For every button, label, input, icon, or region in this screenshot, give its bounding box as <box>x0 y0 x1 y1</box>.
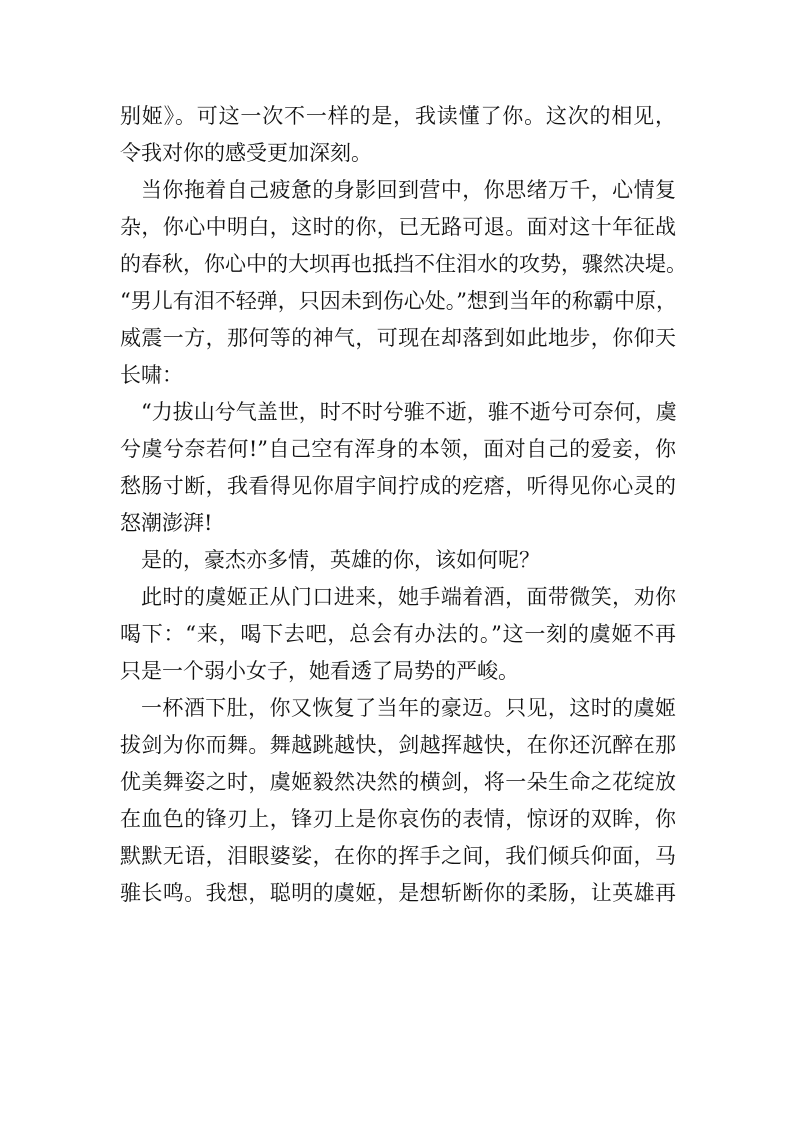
text-line: 拔剑为你而舞。舞越跳越快，剑越挥越快，在你还沉醉在那 <box>120 733 676 757</box>
text-line: 兮虞兮奈若何!”自己空有浑身的本领，面对自己的爱妾，你 <box>120 437 676 461</box>
text-line: 长啸： <box>120 363 183 387</box>
text-line: 的春秋，你心中的大坝再也抵挡不住泪水的攻势，骤然决堤。 <box>120 252 687 276</box>
text-line: 别姬》。可这一次不一样的是，我读懂了你。这次的相见， <box>120 104 676 128</box>
text-line: 喝下：“来，喝下去吧，总会有办法的。”这一刻的虞姬不再 <box>120 622 676 646</box>
text-line: 优美舞姿之时，虞姬毅然决然的横剑，将一朵生命之花绽放 <box>120 770 676 794</box>
text-line: 威震一方，那何等的神气，可现在却落到如此地步，你仰天 <box>120 326 676 350</box>
text-line: 愁肠寸断，我看得见你眉宇间拧成的疙瘩，听得见你心灵的 <box>120 474 676 498</box>
text-line: 怒潮澎湃! <box>120 511 213 535</box>
text-line: 杂，你心中明白，这时的你，已无路可退。面对这十年征战 <box>120 215 676 239</box>
text-line: 当你拖着自己疲惫的身影回到营中，你思绪万千，心情复 <box>141 178 676 202</box>
text-line: 默默无语，泪眼婆娑，在你的挥手之间，我们倾兵仰面，马 <box>120 844 676 868</box>
text-line: 此时的虞姬正从门口进来，她手端着酒，面带微笑，劝你 <box>141 585 676 609</box>
text-line: 只是一个弱小女子，她看透了局势的严峻。 <box>120 659 519 683</box>
text-line: 令我对你的感受更加深刻。 <box>120 141 372 165</box>
text-line: 在血色的锋刃上，锋刃上是你哀伤的表情，惊讶的双眸，你 <box>120 807 676 831</box>
text-line: 一杯酒下肚，你又恢复了当年的豪迈。只见，这时的虞姬 <box>141 696 676 720</box>
text-line: “男儿有泪不轻弹，只因未到伤心处。”想到当年的称霸中原， <box>120 289 677 313</box>
text-line: 骓长鸣。我想，聪明的虞姬，是想斩断你的柔肠，让英雄再 <box>120 881 676 905</box>
text-line: 是的，豪杰亦多情，英雄的你，该如何呢？ <box>141 548 540 572</box>
document-body <box>120 98 687 912</box>
text-line: “力拔山兮气盖世，时不时兮骓不逝，骓不逝兮可奈何，虞 <box>141 400 677 424</box>
